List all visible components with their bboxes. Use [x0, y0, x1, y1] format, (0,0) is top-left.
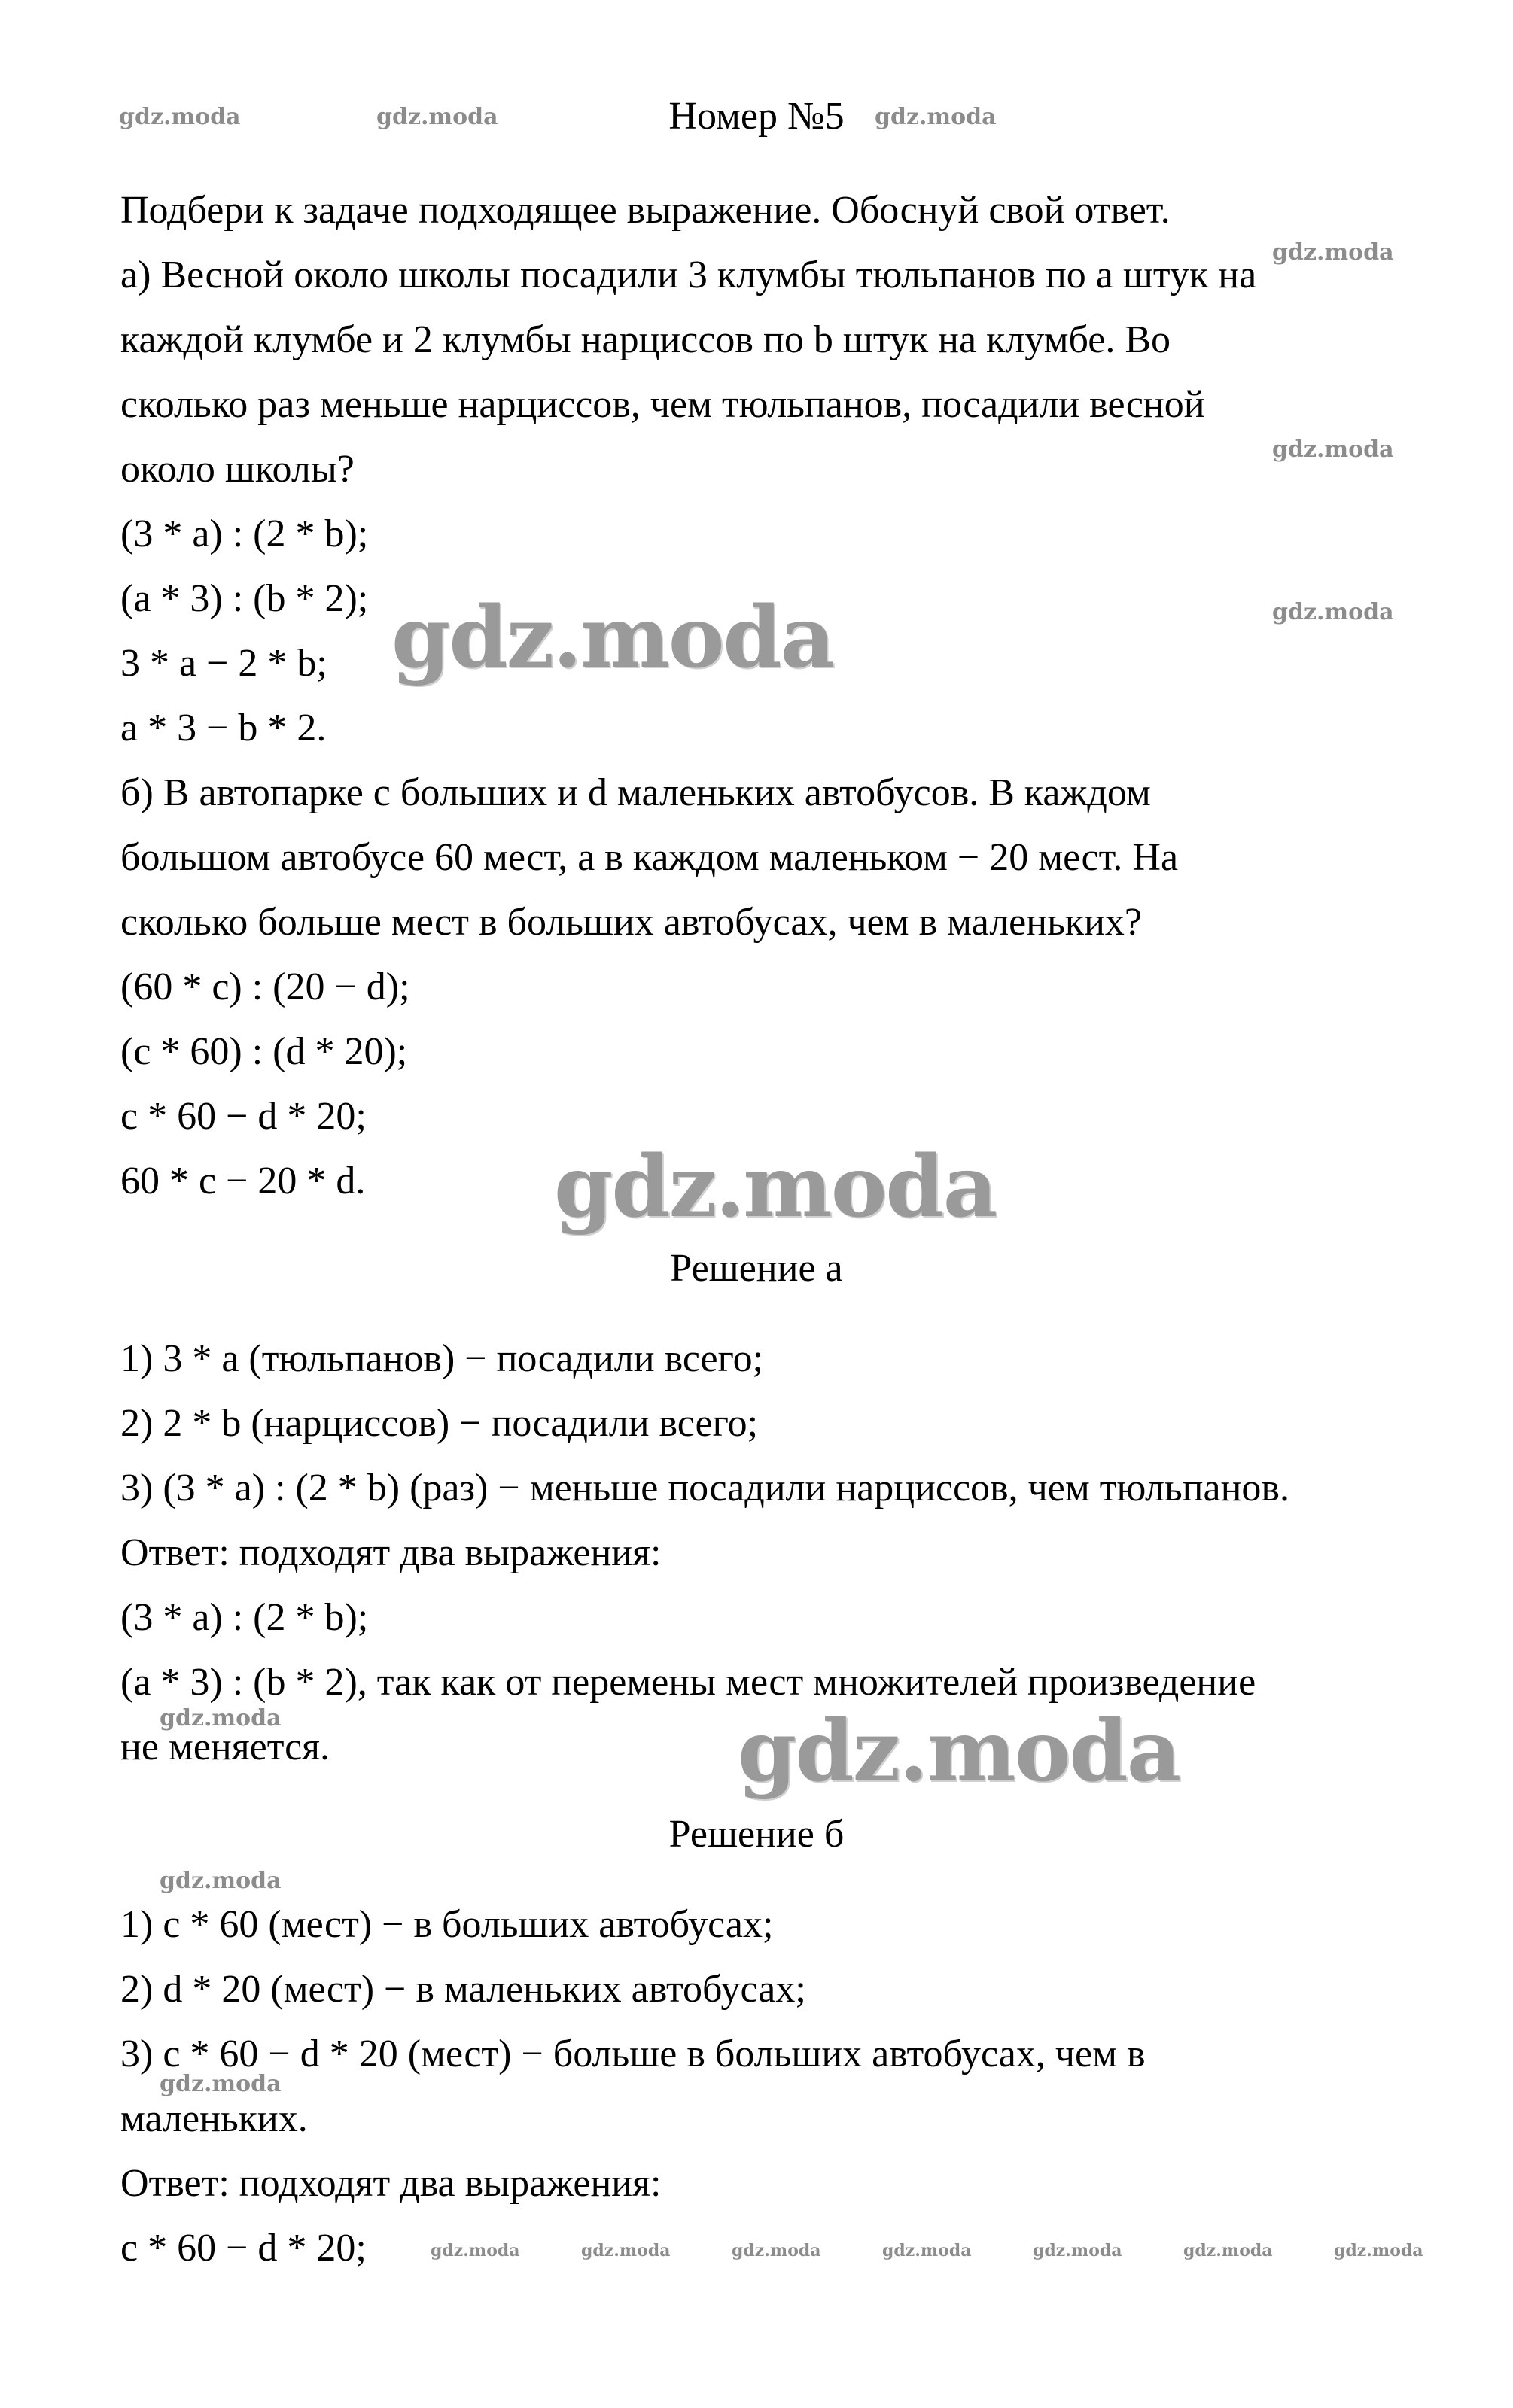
solution-a-heading: Решение а [670, 1247, 843, 1290]
solution-b-line-1: 1) c * 60 (мест) − в больших автобусах; [120, 1903, 774, 1946]
watermark-tiny: gdz.moda [1033, 2241, 1122, 2261]
solution-a-line-2: 2) 2 * b (нарциссов) − посадили всего; [120, 1402, 759, 1445]
watermark-tiny: gdz.moda [1183, 2241, 1273, 2261]
task-b-option-2: (c * 60) : (d * 20); [120, 1030, 408, 1073]
watermark-large: gdz.moda [554, 1138, 997, 1236]
solution-b-heading: Решение б [668, 1813, 845, 1856]
watermark-small: gdz.moda [1272, 599, 1394, 625]
watermark-tiny: gdz.moda [1334, 2241, 1423, 2261]
task-b-option-1: (60 * c) : (20 − d); [120, 965, 410, 1008]
solution-a-answer-expr-2: (a * 3) : (b * 2), так как от перемены мест множителей произведение [120, 1661, 1256, 1704]
watermark-small: gdz.moda [875, 104, 997, 130]
watermark-large: gdz.moda [738, 1702, 1180, 1801]
task-a-line-3: сколько раз меньше нарциссов, чем тюльпанов, посадили весной [120, 383, 1205, 426]
task-intro: Подбери к задаче подходящее выражение. Обоснуй свой ответ. [120, 189, 1171, 232]
task-b-line-1: б) В автопарке с больших и d маленьких автобусов. В каждом [120, 771, 1151, 814]
watermark-small: gdz.moda [1272, 436, 1394, 463]
task-b-line-3: сколько больше мест в больших автобусах, чем в маленьких? [120, 901, 1142, 944]
task-a-line-1: а) Весной около школы посадили 3 клумбы тюльпанов по a штук на [120, 254, 1257, 296]
task-a-line-2: каждой клумбе и 2 клумбы нарциссов по b штук на клумбе. Во [120, 318, 1171, 361]
solution-a-answer-note: не меняется. [120, 1725, 330, 1768]
watermark-tiny: gdz.moda [431, 2241, 520, 2261]
watermark-small: gdz.moda [160, 1705, 282, 1732]
page-title: Номер №5 [668, 95, 845, 138]
watermark-tiny: gdz.moda [732, 2241, 821, 2261]
watermark-small: gdz.moda [119, 104, 241, 130]
solution-a-line-1: 1) 3 * a (тюльпанов) − посадили всего; [120, 1337, 764, 1380]
watermark-small: gdz.moda [160, 1868, 282, 1894]
watermark-tiny: gdz.moda [882, 2241, 972, 2261]
watermark-small: gdz.moda [1272, 239, 1394, 266]
watermark-small: gdz.moda [160, 2071, 282, 2097]
solution-b-answer-expr-1: c * 60 − d * 20; [120, 2227, 367, 2270]
task-a-option-4: a * 3 − b * 2. [120, 707, 327, 749]
task-a-option-1: (3 * a) : (2 * b); [120, 512, 369, 555]
solution-b-answer: Ответ: подходят два выражения: [120, 2162, 662, 2205]
solution-a-answer-expr-1: (3 * a) : (2 * b); [120, 1596, 369, 1639]
solution-b-line-4: маленьких. [120, 2097, 308, 2140]
task-a-option-2: (a * 3) : (b * 2); [120, 577, 369, 620]
watermark-large: gdz.moda [391, 588, 834, 687]
solution-b-line-3: 3) c * 60 − d * 20 (мест) − больше в больших автобусах, чем в [120, 2033, 1146, 2075]
watermark-tiny: gdz.moda [581, 2241, 671, 2261]
solution-b-line-2: 2) d * 20 (мест) − в маленьких автобусах; [120, 1968, 806, 2011]
solution-a-line-3: 3) (3 * a) : (2 * b) (раз) − меньше посадили нарциссов, чем тюльпанов. [120, 1467, 1289, 1510]
task-a-line-4: около школы? [120, 448, 355, 491]
task-b-option-3: c * 60 − d * 20; [120, 1095, 367, 1138]
task-b-line-2: большом автобусе 60 мест, а в каждом маленьком − 20 мест. На [120, 836, 1179, 879]
task-a-option-3: 3 * a − 2 * b; [120, 642, 327, 685]
task-b-option-4: 60 * c − 20 * d. [120, 1160, 366, 1202]
solution-a-answer: Ответ: подходят два выражения: [120, 1531, 662, 1574]
watermark-small: gdz.moda [376, 104, 498, 130]
